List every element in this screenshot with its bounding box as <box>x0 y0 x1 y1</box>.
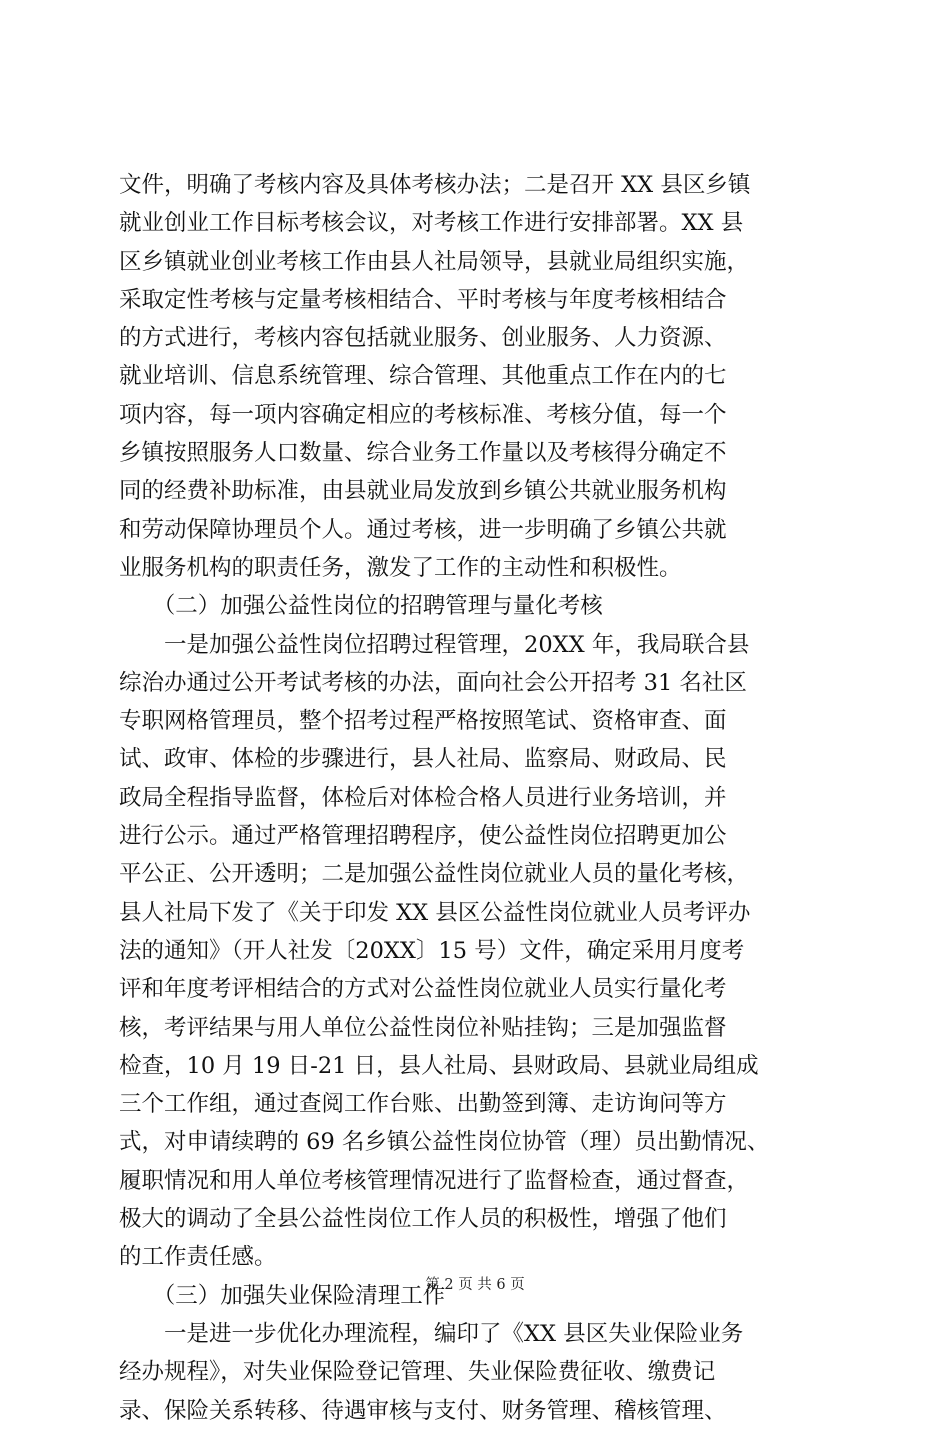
text-line: （三）加强失业保险清理工作 <box>119 1282 446 1309</box>
text-line: 一是进一步优化办理流程，编印了《XX 县区失业保险业务 <box>119 1320 744 1347</box>
text-line: 极大的调动了全县公益性岗位工作人员的积极性，增强了他们 <box>119 1206 727 1233</box>
text-line: 专职网格管理员，整个招考过程严格按照笔试、资格审查、面 <box>119 708 727 735</box>
text-line: 法的通知》（开人社发〔20XX〕15 号）文件，确定采用月度考 <box>119 937 745 964</box>
text-line: 区乡镇就业创业考核工作由县人社局领导，县就业局组织实施， <box>119 248 750 275</box>
text-line: 同的经费补助标准，由县就业局发放到乡镇公共就业服务机构 <box>119 478 727 505</box>
text-line: 的方式进行，考核内容包括就业服务、创业服务、人力资源、 <box>119 325 727 352</box>
text-line: 评和年度考评相结合的方式对公益性岗位就业人员实行量化考 <box>119 976 727 1003</box>
text-line: 平公正、公开透明；二是加强公益性岗位就业人员的量化考核， <box>119 861 750 888</box>
text-line: 就业创业工作目标考核会议，对考核工作进行安排部署。XX 县 <box>119 210 744 237</box>
text-line: （二）加强公益性岗位的招聘管理与量化考核 <box>119 593 603 620</box>
text-line: 业服务机构的职责任务，激发了工作的主动性和积极性。 <box>119 554 682 581</box>
text-line: 核，考评结果与用人单位公益性岗位补贴挂钩；三是加强监督 <box>119 1014 727 1041</box>
text-line: 三个工作组，通过查阅工作台账、出勤签到簿、走访询问等方 <box>119 1091 727 1118</box>
text-line: 综治办通过公开考试考核的办法，面向社会公开招考 31 名社区 <box>119 669 747 696</box>
text-line: 履职情况和用人单位考核管理情况进行了监督检查，通过督查， <box>119 1167 750 1194</box>
text-line: 一是加强公益性岗位招聘过程管理，20XX 年，我局联合县 <box>119 631 750 658</box>
document-body <box>119 166 839 1430</box>
text-line: 经办规程》，对失业保险登记管理、失业保险费征收、缴费记 <box>119 1359 716 1386</box>
text-line: 式，对申请续聘的 69 名乡镇公益性岗位协管（理）员出勤情况、 <box>119 1129 770 1156</box>
text-line: 乡镇按照服务人口数量、综合业务工作量以及考核得分确定不 <box>119 440 727 467</box>
text-line: 和劳动保障协理员个人。通过考核，进一步明确了乡镇公共就 <box>119 516 727 543</box>
text-line: 项内容，每一项内容确定相应的考核标准、考核分值，每一个 <box>119 401 727 428</box>
text-line: 就业培训、信息系统管理、综合管理、其他重点工作在内的七 <box>119 363 727 390</box>
text-line: 检查，10 月 19 日-21 日，县人社局、县财政局、县就业局组成 <box>119 1052 759 1079</box>
text-line: 试、政审、体检的步骤进行，县人社局、监察局、财政局、民 <box>119 746 727 773</box>
text-line: 进行公示。通过严格管理招聘程序，使公益性岗位招聘更加公 <box>119 823 727 850</box>
text-line: 县人社局下发了《关于印发 XX 县区公益性岗位就业人员考评办 <box>119 899 751 926</box>
text-line: 采取定性考核与定量考核相结合、平时考核与年度考核相结合 <box>119 286 727 313</box>
page-footer: 第 2 页 共 6 页 <box>425 1277 525 1293</box>
text-line: 录、保险关系转移、待遇审核与支付、财务管理、稽核管理、 <box>119 1397 727 1424</box>
text-line: 文件，明确了考核内容及具体考核办法；二是召开 XX 县区乡镇 <box>119 172 751 198</box>
text-line: 政局全程指导监督，体检后对体检合格人员进行业务培训，并 <box>119 784 727 811</box>
text-line: 的工作责任感。 <box>119 1244 277 1271</box>
